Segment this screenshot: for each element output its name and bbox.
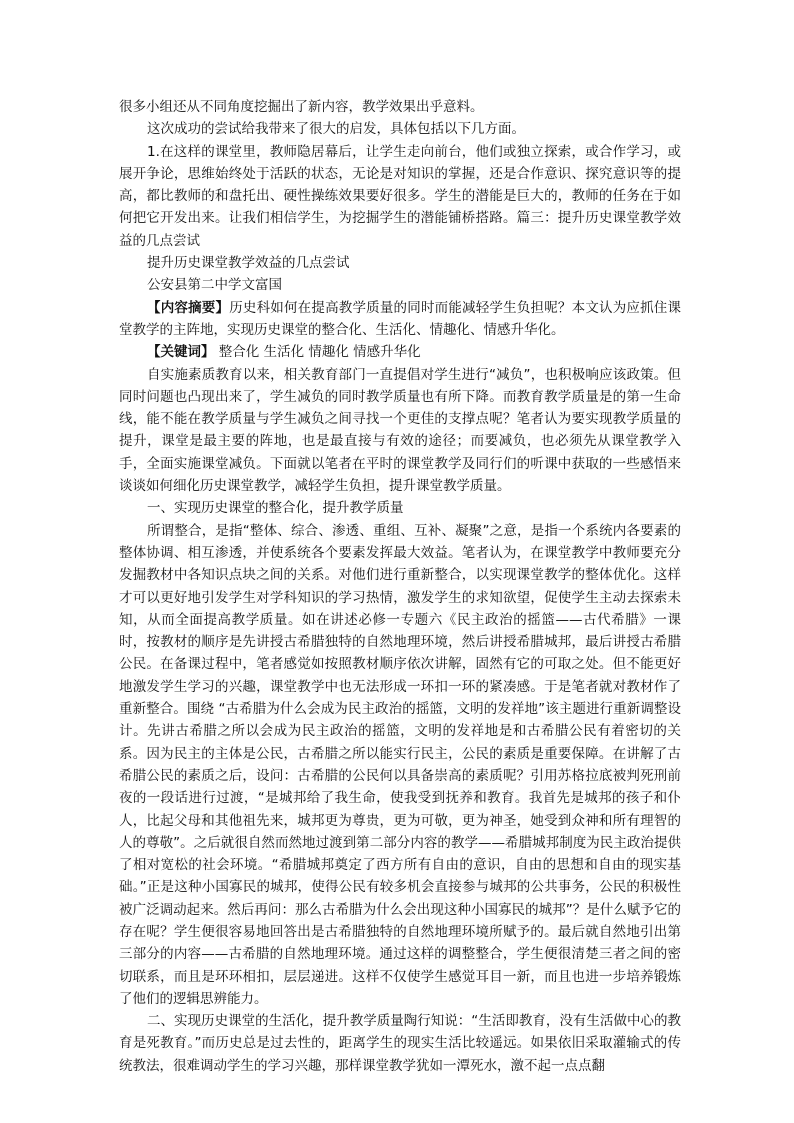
abstract-label: 【内容摘要】 [147, 299, 230, 316]
paragraph [119, 141, 681, 252]
paragraph [119, 520, 681, 1011]
abstract-paragraph [119, 297, 681, 342]
keywords-paragraph [119, 341, 681, 363]
paragraph-text: 自实施素质教育以来，相关教育部门一直提倡对学生进行“减负”，也积极响应该政策。但同时问题也凸现出来了，学生减负的同时教学质量也有所下降。而教育教学质量是的第一生命线，能不能在教学质量与学生减负之间寻找一个更佳的支撑点呢？笔者认为要实现教学质量的提升，课堂是最主要的阵地，也是最直接与有效的途径；而要减负，也必须先从课堂教学入手，全面实施课堂减负。下面就以笔者在平时的课堂教学及同行们的听课中获取的一些感悟来谈谈如何细化历史课堂教学，减轻学生负担，提升课堂教学质量。 [119, 366, 681, 495]
keywords-label: 【关键词】 [147, 344, 215, 361]
abstract-text: 历史科如何在提高教学质量的同时而能减轻学生负担呢？本文认为应抓住课堂教学的主阵地，实现历史课堂的整合化、生活化、情趣化、情感升华化。 [119, 299, 682, 338]
author-line [119, 274, 681, 296]
paragraph-text: 这次成功的尝试给我带来了很大的启发，具体包括以下几方面。 [147, 121, 525, 138]
paragraph-text: 二、实现历史课堂的生活化，提升教学质量陶行知说：“生活即教育，没有生活做中心的教育是死教育。”而历史总是过去性的，距离学生的现实生活比较遥远。如果依旧采取灌输式的传统教法，很难调动学生的学习兴趣，那样课堂教学犹如一潭死水，激不起一点点翻 [119, 1013, 681, 1074]
article-title [119, 252, 681, 274]
section-heading [119, 497, 681, 519]
paragraph-text: 所谓整合，是指“整体、综合、渗透、重组、互补、凝聚”之意，是指一个系统内各要素的整体协调、相互渗透，并使系统各个要素发挥最大效益。笔者认为，在课堂教学中教师要充分发掘教材中各知识点块之间的关系。对他们进行重新整合，以实现课堂教学的整体优化。这样才可以更好地引发学生对学科知识的学习热情，激发学生的求知欲望，促使学生主动去探索未知，从而全面提高教学质量。如在讲述必修一专题六《民主政治的摇篮——古代希腊》一课时，按教材的顺序是先讲授古希腊独特的自然地理环境，然后讲授希腊城邦，最后讲授古希腊公民。在备课过程中，笔者感觉如按照教材顺序依次讲解，固然有它的可取之处。但不能更好地激发学生学习的兴趣，课堂教学中也无法形成一环扣一环的紧凑感。于是笔者就对教材作了重新整合。围绕 “古希腊为什么会成为民主政治的摇篮，文明的发祥地”该主题进行重新调整设计。先讲古希腊之所以会成为民主政治的摇篮，文明的发祥地是和古希腊公民有着密切的关系。因为民主的主体是公民，古希腊之所以能实行民主，公民的素质是重要保障。在讲解了古希腊公民的素质之后，设问：古希腊的公民何以具备崇高的素质呢？引用苏格拉底被判死刑前夜的一段话进行过渡，“是城邦给了我生命，使我受到抚养和教育。我首先是城邦的孩子和仆人，比起父母和其他祖先来，城邦更为尊贵，更为可敬，更为神圣，她受到众神和所有理智的人的尊敬”。之后就很自然而然地过渡到第二部分内容的教学——希腊城邦制度为民主政治提供了相对宽松的社会环境。“希腊城邦奠定了西方所有自由的意识，自由的思想和自由的现实基础。”正是这种小国寡民的城邦，使得公民有较多机会直接参与城邦的公共事务，公民的积极性被广泛调动起来。然后再问：那么古希腊为什么会出现这种小国寡民的城邦”？是什么赋予它的存在呢？学生便很容易地回答出是古希腊独特的自然地理环境所赋予的。最后就自然地引出第三部分的内容——古希腊的自然地理环境。通过这样的调整整合，学生便很清楚三者之间的密切联系，而且是环环相扣，层层递进。这样不仅使学生感觉耳目一新，而且也进一步培养锻炼了他们的逻辑思辨能力。 [119, 522, 681, 1007]
paragraph [119, 1010, 681, 1077]
section-heading-text: 一、实现历史课堂的整合化，提升教学质量 [147, 500, 404, 517]
paragraph [119, 118, 681, 140]
author-text: 公安县第二中学文富国 [147, 277, 282, 294]
document-page [119, 96, 681, 1077]
paragraph-text: 1.在这样的课堂里，教师隐居幕后，让学生走向前台，他们或独立探索，或合作学习，或展开争论，思维始终处于活跃的状态，无论是对知识的掌握，还是合作意识、探究意识等的提高，都比教师的和盘托出、硬性操练效果要好很多。学生的潜能是巨大的，教师的任务在于如何把它开发出来。让我们相信学生，为挖掘学生的潜能铺桥搭路。篇三：提升历史课堂教学效益的几点尝试 [119, 143, 681, 249]
paragraph [119, 96, 681, 118]
article-title-text: 提升历史课堂教学效益的几点尝试 [147, 255, 350, 272]
paragraph-text: 很多小组还从不同角度挖掘出了新内容，教学效果出乎意料。 [119, 99, 484, 115]
keywords-text: 整合化 生活化 情趣化 情感升华化 [214, 344, 421, 361]
paragraph [119, 364, 681, 498]
